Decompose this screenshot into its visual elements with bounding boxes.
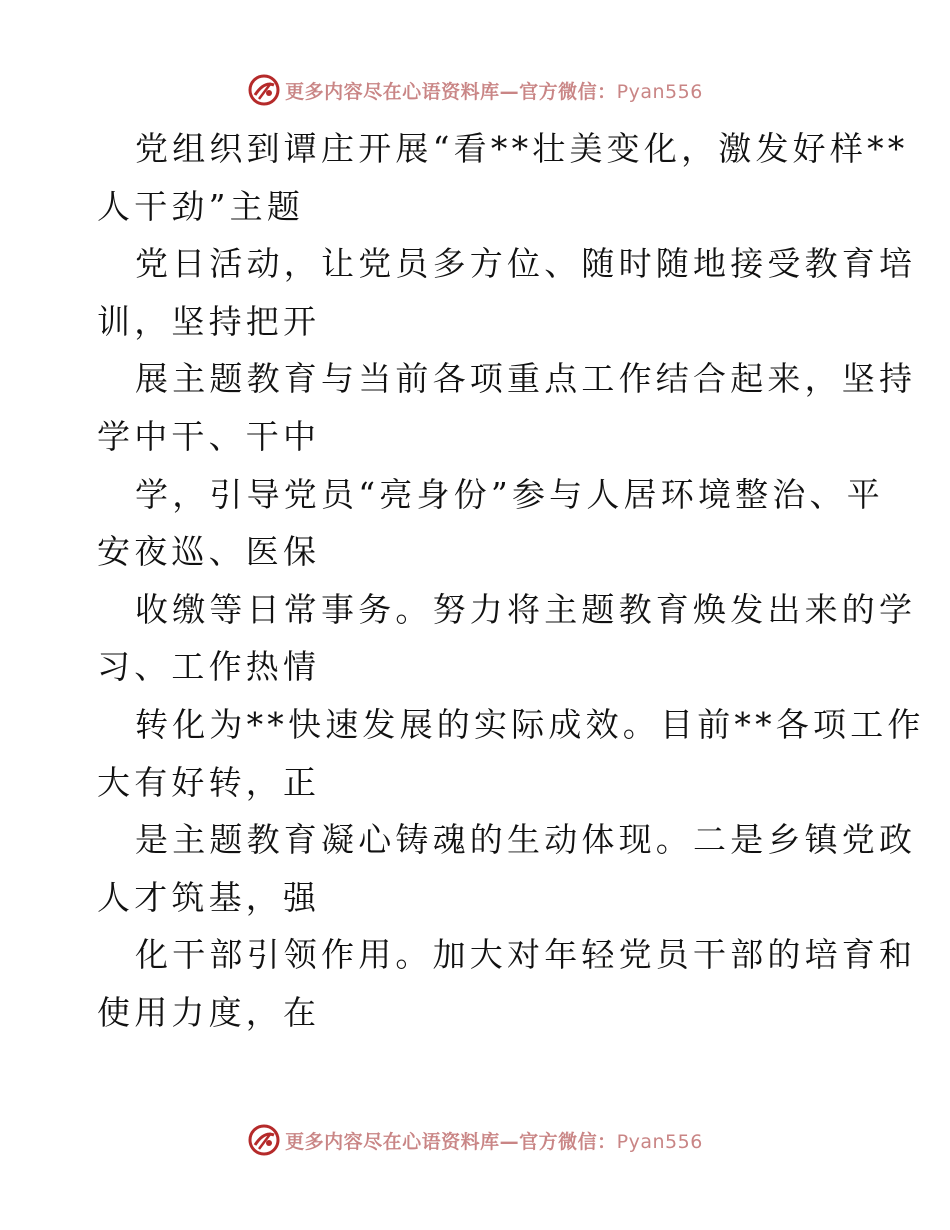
body-line: 大有好转，正 (97, 762, 321, 802)
body-line: 转化为**快速发展的实际成效。目前**各项工作 (135, 704, 925, 744)
body-line: 人干劲”主题 (97, 186, 305, 226)
body-line: 人才筑基，强 (97, 877, 321, 917)
body-line: 党日活动，让党员多方位、随时随地接受教育培 (135, 244, 917, 284)
logo-icon (247, 1123, 281, 1157)
body-line: 学中干、干中 (97, 416, 321, 456)
body-line: 安夜巡、医保 (97, 532, 321, 572)
footer-watermark-text (285, 1127, 703, 1154)
footer-watermark (0, 1120, 950, 1160)
body-line: 展主题教育与当前各项重点工作结合起来，坚持 (135, 359, 917, 399)
body-line: 训，坚持把开 (97, 301, 321, 341)
body-line: 党组织到谭庄开展“看**壮美变化，激发好样** (135, 129, 909, 168)
header-watermark-id: Pyan556 (616, 80, 703, 103)
footer-watermark-label: 更多内容尽在心语资料库—官方微信： (285, 1130, 617, 1153)
body-line: 习、工作热情 (97, 647, 321, 687)
body-line: 学，引导党员“亮身份”参与人居环境整治、平 (135, 474, 884, 514)
document-body (97, 120, 925, 1042)
logo-icon (247, 73, 281, 107)
header-watermark-text (285, 77, 703, 104)
body-line: 是主题教育凝心铸魂的生动体现。二是乡镇党政 (135, 820, 917, 860)
footer-watermark-id: Pyan556 (616, 1130, 703, 1153)
body-line: 收缴等日常事务。努力将主题教育焕发出来的学 (135, 589, 917, 629)
body-line: 使用力度，在 (97, 992, 321, 1032)
body-line: 化干部引领作用。加大对年轻党员干部的培育和 (135, 935, 917, 975)
header-watermark-label: 更多内容尽在心语资料库—官方微信： (285, 80, 617, 103)
header-watermark (0, 70, 950, 110)
